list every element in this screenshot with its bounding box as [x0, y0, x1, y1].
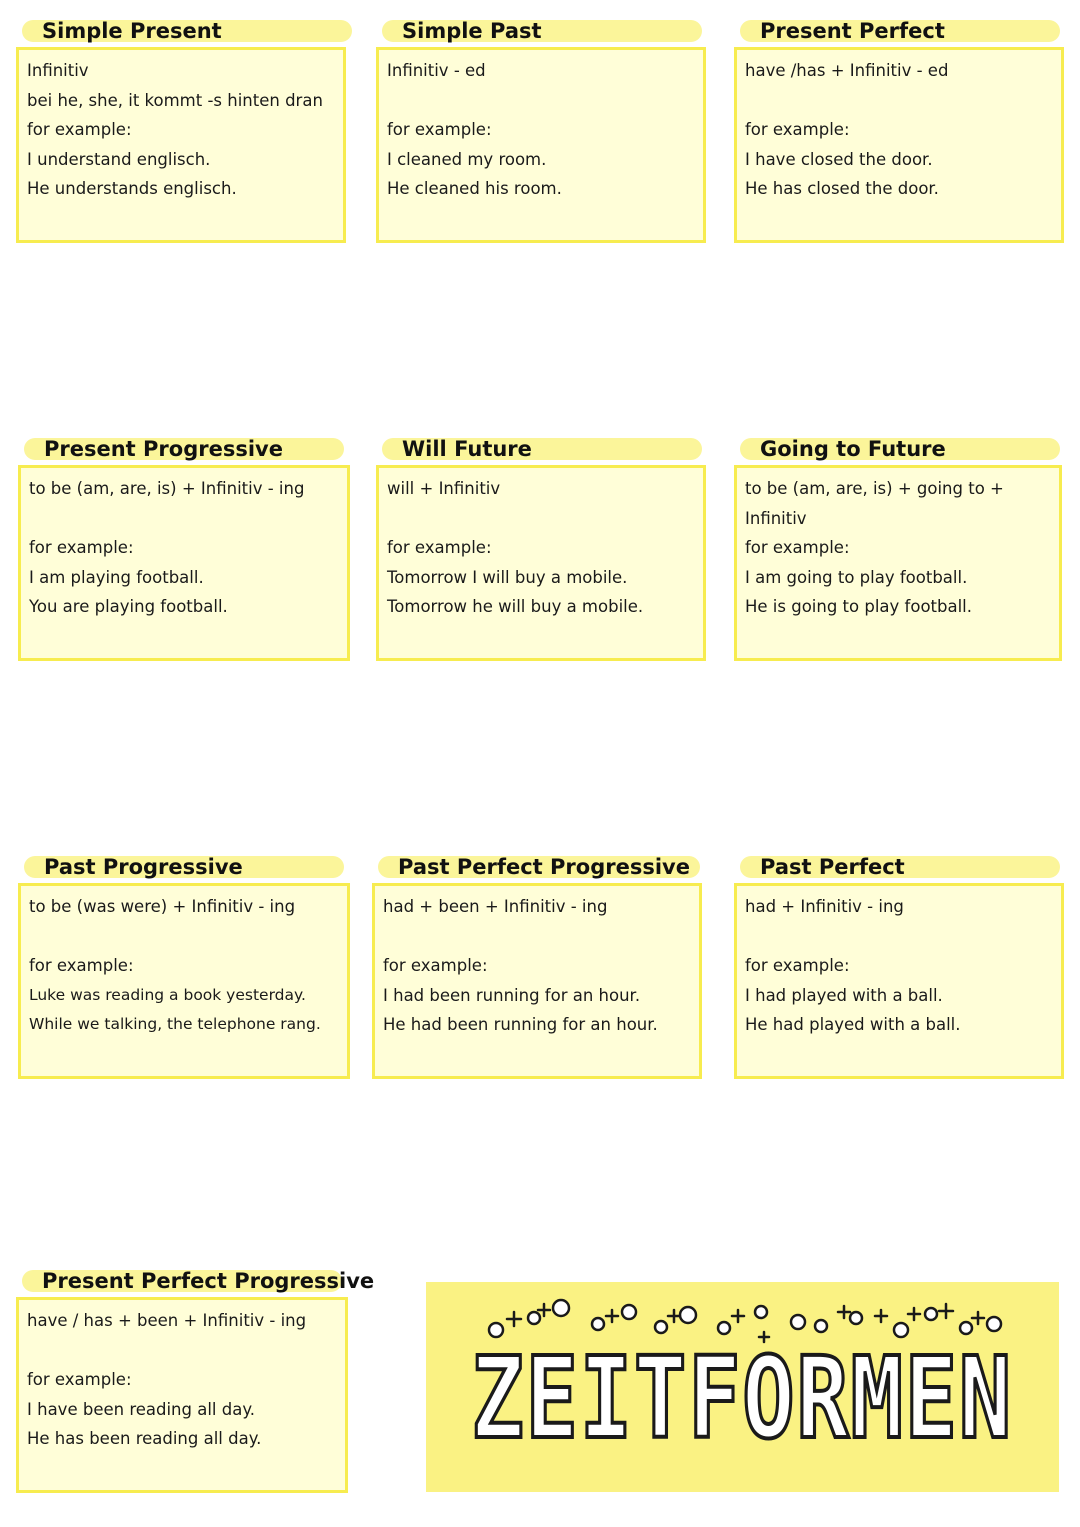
card-title: Present Perfect Progressive — [22, 1270, 342, 1292]
example-line: He has been reading all day. — [27, 1429, 262, 1448]
example-label: for example: — [745, 120, 850, 139]
formula-line: will + Infinitiv — [387, 479, 501, 498]
card-body — [734, 465, 1062, 661]
example-label: for example: — [29, 538, 134, 557]
example-line: He cleaned his room. — [387, 179, 562, 198]
example-line: I have been reading all day. — [27, 1399, 256, 1419]
example-label: for example: — [383, 956, 488, 975]
example-line: You are playing football. — [29, 597, 228, 616]
example-line: I am going to play football. — [745, 567, 968, 587]
formula-line: to be (was were) + Infinitiv - ing — [29, 897, 296, 916]
example-label: for example: — [387, 538, 492, 557]
formula-line: had + been + Infinitiv - ing — [383, 897, 608, 916]
card-title: Present Perfect — [740, 20, 1060, 42]
example-label: for example: — [27, 1370, 132, 1389]
card-body — [372, 883, 702, 1079]
example-line: I cleaned my room. — [387, 149, 547, 169]
zeitformen-banner — [426, 1282, 1059, 1492]
card-title: Going to Future — [740, 438, 1060, 460]
formula-line: have /has + Infinitiv - ed — [745, 61, 949, 80]
example-line: He had played with a ball. — [745, 1015, 961, 1034]
formula-line: to be (am, are, is) + going to + — [745, 479, 1004, 498]
example-label: for example: — [29, 956, 134, 975]
formula-line: bei he, she, it kommt -s hinten dran — [27, 90, 323, 110]
example-line: Luke was reading a book yesterday. — [29, 985, 306, 1004]
formula-line: have / has + been + Infinitiv - ing — [27, 1311, 307, 1330]
card-title: Simple Past — [382, 20, 702, 42]
card-body — [16, 47, 346, 243]
card-title: Past Perfect Progressive — [378, 856, 700, 878]
card-body — [376, 465, 706, 661]
example-line: Tomorrow he will buy a mobile. — [387, 597, 644, 616]
example-label: for example: — [745, 956, 850, 975]
example-line: He has closed the door. — [745, 179, 939, 198]
card-title: Present Progressive — [24, 438, 344, 460]
example-label: for example: — [387, 120, 492, 139]
formula-line: had + Infinitiv - ing — [745, 897, 904, 916]
card-body — [376, 47, 706, 243]
card-title: Past Perfect — [740, 856, 1060, 878]
example-line: I have closed the door. — [745, 149, 933, 169]
card-title: Simple Present — [22, 20, 352, 42]
card-title: Will Future — [382, 438, 702, 460]
formula-line: Infinitiv — [745, 508, 807, 528]
example-label: for example: — [27, 120, 132, 139]
example-line: I am playing football. — [29, 567, 204, 587]
banner-title: ZEITFORMEN — [471, 1334, 1014, 1464]
example-line: While we talking, the telephone rang. — [29, 1015, 321, 1033]
example-line: Tomorrow I will buy a mobile. — [387, 567, 628, 587]
card-body — [734, 47, 1064, 243]
card-title: Past Progressive — [24, 856, 344, 878]
example-line: He had been running for an hour. — [383, 1015, 658, 1034]
formula-line: to be (am, are, is) + Infinitiv - ing — [29, 479, 305, 498]
formula-line: Infinitiv — [27, 61, 89, 80]
example-label: for example: — [745, 538, 850, 557]
card-body — [18, 883, 350, 1079]
card-body — [16, 1297, 348, 1493]
example-line: He is going to play football. — [745, 597, 973, 616]
example-line: He understands englisch. — [27, 179, 237, 198]
example-line: I had played with a ball. — [745, 985, 943, 1005]
example-line: I understand englisch. — [27, 149, 211, 169]
example-line: I had been running for an hour. — [383, 985, 641, 1005]
formula-line: Infinitiv - ed — [387, 61, 486, 80]
card-body — [734, 883, 1064, 1079]
card-body — [18, 465, 350, 661]
